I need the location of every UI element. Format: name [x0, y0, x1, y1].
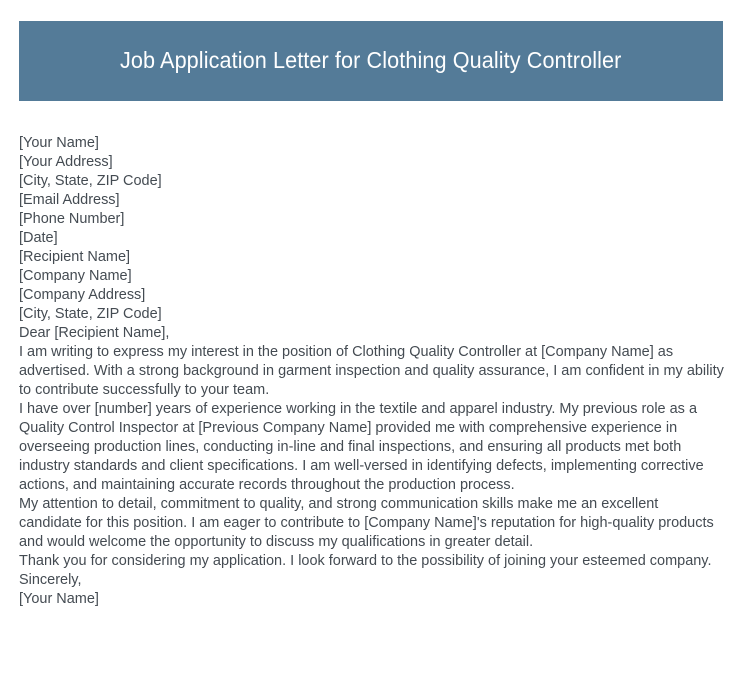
body-paragraph-2: I have over [number] years of experience working in the textile and apparel industry. My previous role as a Quality Control Inspector at [Previous Company Name] provided me with comprehensive experience in overseeing production lines, conducting in-line and final inspections, and ensuring all products met both industry standards and client specifications. I am well-versed in identifying defects, implementing corrective actions, and maintaining accurate records throughout the production process.: [19, 400, 704, 493]
body-paragraph-4: Thank you for considering my application. I look forward to the possibility of joining your esteemed company.: [19, 552, 712, 569]
document-header-banner: [19, 21, 723, 101]
body-paragraph-3: My attention to detail, commitment to quality, and strong communication skills make me an excellent candidate for this position. I am eager to contribute to [Company Name]'s reputation for high-quality products and would welcome the opportunity to discuss my qualifications in greater detail.: [19, 495, 714, 550]
letter-body: [19, 133, 725, 608]
document-title: Job Application Letter for Clothing Quality Controller: [120, 47, 622, 74]
recipient-city-line: [City, State, ZIP Code]: [19, 305, 162, 322]
sender-city-line: [City, State, ZIP Code]: [19, 172, 162, 189]
body-paragraph-1: I am writing to express my interest in the position of Clothing Quality Controller at [Company Name] as advertised. With a strong background in garment inspection and quality assurance, I am confident in my ability to contribute successfully to your team.: [19, 343, 724, 398]
closing-line: Sincerely,: [19, 571, 82, 588]
recipient-address-line: [Company Address]: [19, 286, 146, 303]
recipient-name-line: [Recipient Name]: [19, 248, 131, 265]
sender-email-line: [Email Address]: [19, 191, 120, 208]
signature-line: [Your Name]: [19, 590, 99, 607]
sender-phone-line: [Phone Number]: [19, 210, 125, 227]
recipient-company-line: [Company Name]: [19, 267, 132, 284]
sender-name-line: [Your Name]: [19, 134, 99, 151]
salutation-line: Dear [Recipient Name],: [19, 324, 170, 341]
date-line: [Date]: [19, 229, 58, 246]
sender-address-line: [Your Address]: [19, 153, 113, 170]
